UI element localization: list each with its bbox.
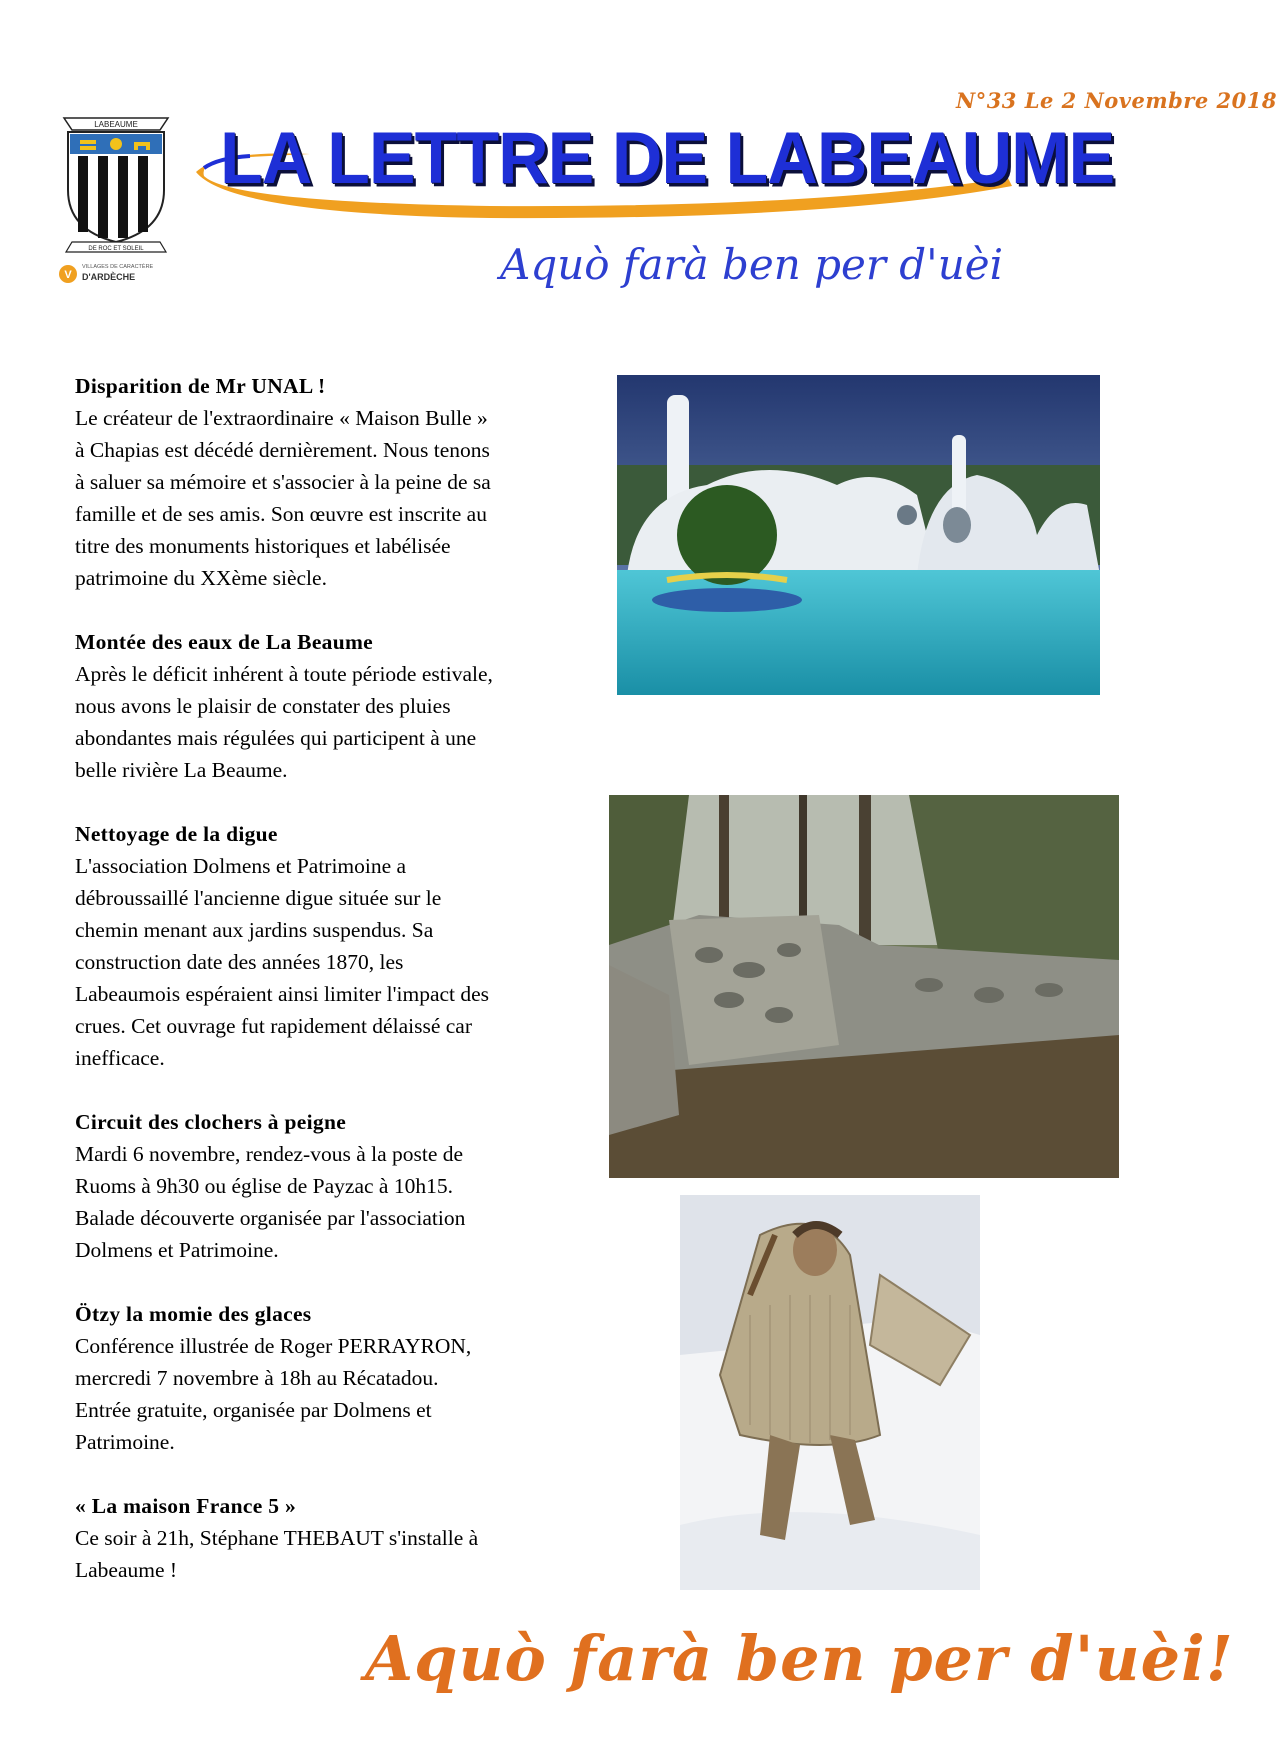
- article-2: [75, 626, 595, 786]
- article-body: Après le déficit inhérent à toute période estivale, nous avons le plaisir de constater des pluies abondantes mais régulées qui participent à une belle rivière La Beaume.: [75, 662, 493, 782]
- article-body: Le créateur de l'extraordinaire « Maison Bulle » à Chapias est décédé dernièrement. Nous tenons à saluer sa mémoire et s'associer à la peine de sa famille et de ses amis. Son œuvre est inscrite au titre des monuments historiques et labélisée patrimoine du XXème siècle.: [75, 406, 491, 590]
- article-6: [75, 1490, 595, 1586]
- village-crest-logo: [56, 110, 176, 285]
- masthead-title: LA LETTRE DE LABEAUME: [220, 117, 1115, 199]
- article-title: Disparition de Mr UNAL !: [75, 374, 326, 398]
- footer-slogan: Aquò farà ben per d'uèi!: [365, 1622, 1234, 1695]
- article-body: Ce soir à 21h, Stéphane THEBAUT s'installe à Labeaume !: [75, 1526, 479, 1582]
- crest-top-text: LABEAUME: [94, 120, 138, 129]
- article-body: L'association Dolmens et Patrimoine a débroussaillé l'ancienne digue située sur le chemin menant aux jardins suspendus. Sa construction date des années 1870, les Labeaumois espéraient ainsi limiter l'impact des crues. Cet ouvrage fut rapidement délaissé car inefficace.: [75, 854, 490, 1070]
- article-title: « La maison France 5 »: [75, 1494, 296, 1518]
- article-3: [75, 818, 595, 1074]
- article-body: Mardi 6 novembre, rendez-vous à la poste de Ruoms à 9h30 ou église de Payzac à 10h15. Balade découverte organisée par l'association Dolmens et Patrimoine.: [75, 1142, 466, 1262]
- digue-photo: [609, 795, 1119, 1178]
- article-title: Ötzy la momie des glaces: [75, 1302, 312, 1326]
- crest-motto: DE ROC ET SOLEIL: [88, 246, 144, 252]
- article-title: Montée des eaux de La Beaume: [75, 630, 374, 654]
- issue-date: N°33 Le 2 Novembre 2018: [956, 88, 1277, 113]
- article-4: [75, 1106, 595, 1266]
- svg-text:V: V: [64, 269, 72, 281]
- crest-label-region: D'ARDÈCHE: [82, 272, 136, 282]
- article-title: Nettoyage de la digue: [75, 822, 278, 846]
- crest-label-small: VILLAGES DE CARACTÈRE: [82, 264, 154, 270]
- otzi-illustration: [680, 1195, 980, 1590]
- article-body: Conférence illustrée de Roger PERRAYRON, mercredi 7 novembre à 18h au Récatadou. Entrée gratuite, organisée par Dolmens et Patrimoine.: [75, 1334, 472, 1454]
- article-1: [75, 370, 595, 594]
- article-5: [75, 1298, 595, 1458]
- article-title: Circuit des clochers à peigne: [75, 1110, 347, 1134]
- maison-bulle-photo: [617, 375, 1100, 695]
- masthead-subtitle: Aquò farà ben per d'uèi: [500, 240, 1004, 289]
